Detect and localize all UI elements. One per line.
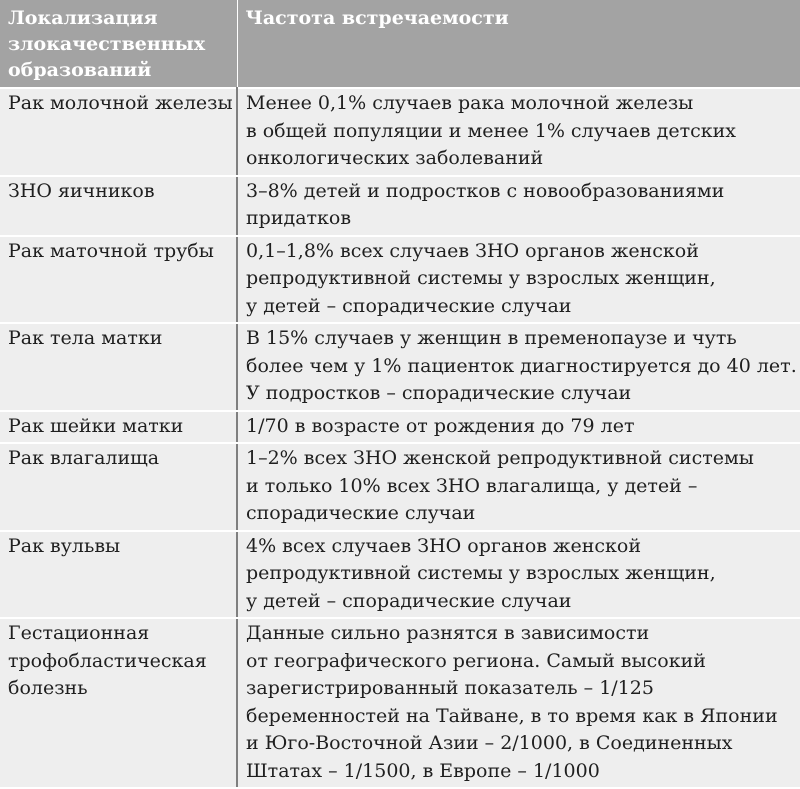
frequency-text: Данные сильно разнятся в зависимости [246,622,650,644]
table-row [0,618,800,788]
table-row [0,323,800,411]
localization-cell [0,236,237,324]
header-frequency [237,0,800,88]
frequency-cell [237,411,800,444]
frequency-text: от географического региона. Самый высокий [246,649,706,672]
header-localization-line: образований [8,59,152,81]
table-row [0,176,800,236]
localization-text: болезнь [8,677,88,699]
localization-text: Рак шейки матки [8,414,184,437]
localization-text: Рак маточной трубы [8,239,214,262]
frequency-text: придатков [246,207,352,229]
localization-text: трофобластическая [8,649,207,672]
table-row [0,411,800,444]
frequency-text: и только 10% всех ЗНО влагалища, у детей – [246,474,698,497]
localization-cell [0,411,237,444]
frequency-text: онкологических заболеваний [246,147,544,169]
localization-text: Рак тела матки [8,327,163,349]
frequency-cell [237,236,800,324]
frequency-text: репродуктивной системы у взрослых женщин, [246,267,716,289]
frequency-text: репродуктивной системы у взрослых женщин, [246,562,716,584]
frequency-text: у детей – спорадические случаи [246,294,572,317]
localization-cell [0,323,237,411]
localization-cell [0,618,237,788]
frequency-text: и Юго-Восточной Азии – 2/1000, в Соединенных [246,732,733,754]
localization-cell [0,531,237,619]
frequency-text: беременностей на Тайване, в то время как в Японии [246,704,778,727]
header-localization-line: злокачественных [8,33,206,55]
table-row [0,236,800,324]
table-row [0,88,800,176]
localization-text: Рак влагалища [8,447,160,469]
frequency-cell [237,323,800,411]
header-frequency-line: Частота встречаемости [245,7,509,29]
frequency-text: Менее 0,1% случаев рака молочной железы [246,92,694,114]
frequency-text: зарегистрированный показатель – 1/125 [246,677,654,699]
localization-cell [0,88,237,176]
frequency-text: в общей популяции и менее 1% случаев детских [246,119,737,142]
localization-cell [0,176,237,236]
table-row [0,443,800,531]
frequency-text: 0,1–1,8% всех случаев ЗНО органов женской [246,239,699,262]
frequency-cell [237,618,800,788]
frequency-text: 3–8% детей и подростков с новообразованиями [246,179,725,202]
localization-text: Рак молочной железы [8,92,233,114]
header-localization [0,0,237,88]
frequency-cell [237,88,800,176]
localization-cell [0,443,237,531]
localization-text: Рак вульвы [8,534,121,557]
frequency-text: 1–2% всех ЗНО женской репродуктивной системы [246,447,754,469]
table-header-row [0,0,800,88]
frequency-cell [237,176,800,236]
frequency-cell [237,531,800,619]
frequency-cell [237,443,800,531]
frequency-text: спорадические случаи [246,502,476,524]
frequency-text: В 15% случаев у женщин в пременопаузе и чуть [246,327,737,349]
table-row [0,531,800,619]
localization-text: ЗНО яичников [8,179,155,202]
frequency-text: Штатах – 1/1500, в Европе – 1/1000 [246,759,600,782]
frequency-text: У подростков – спорадические случаи [246,382,632,404]
frequency-text: 4% всех случаев ЗНО органов женской [246,534,642,557]
frequency-text: 1/70 в возрасте от рождения до 79 лет [246,414,635,437]
frequency-text: у детей – спорадические случаи [246,589,572,612]
localization-text: Гестационная [8,622,150,644]
frequency-text: более чем у 1% пациенток диагностируется до 40 лет. [246,354,797,377]
header-localization-line: Локализация [8,7,158,29]
